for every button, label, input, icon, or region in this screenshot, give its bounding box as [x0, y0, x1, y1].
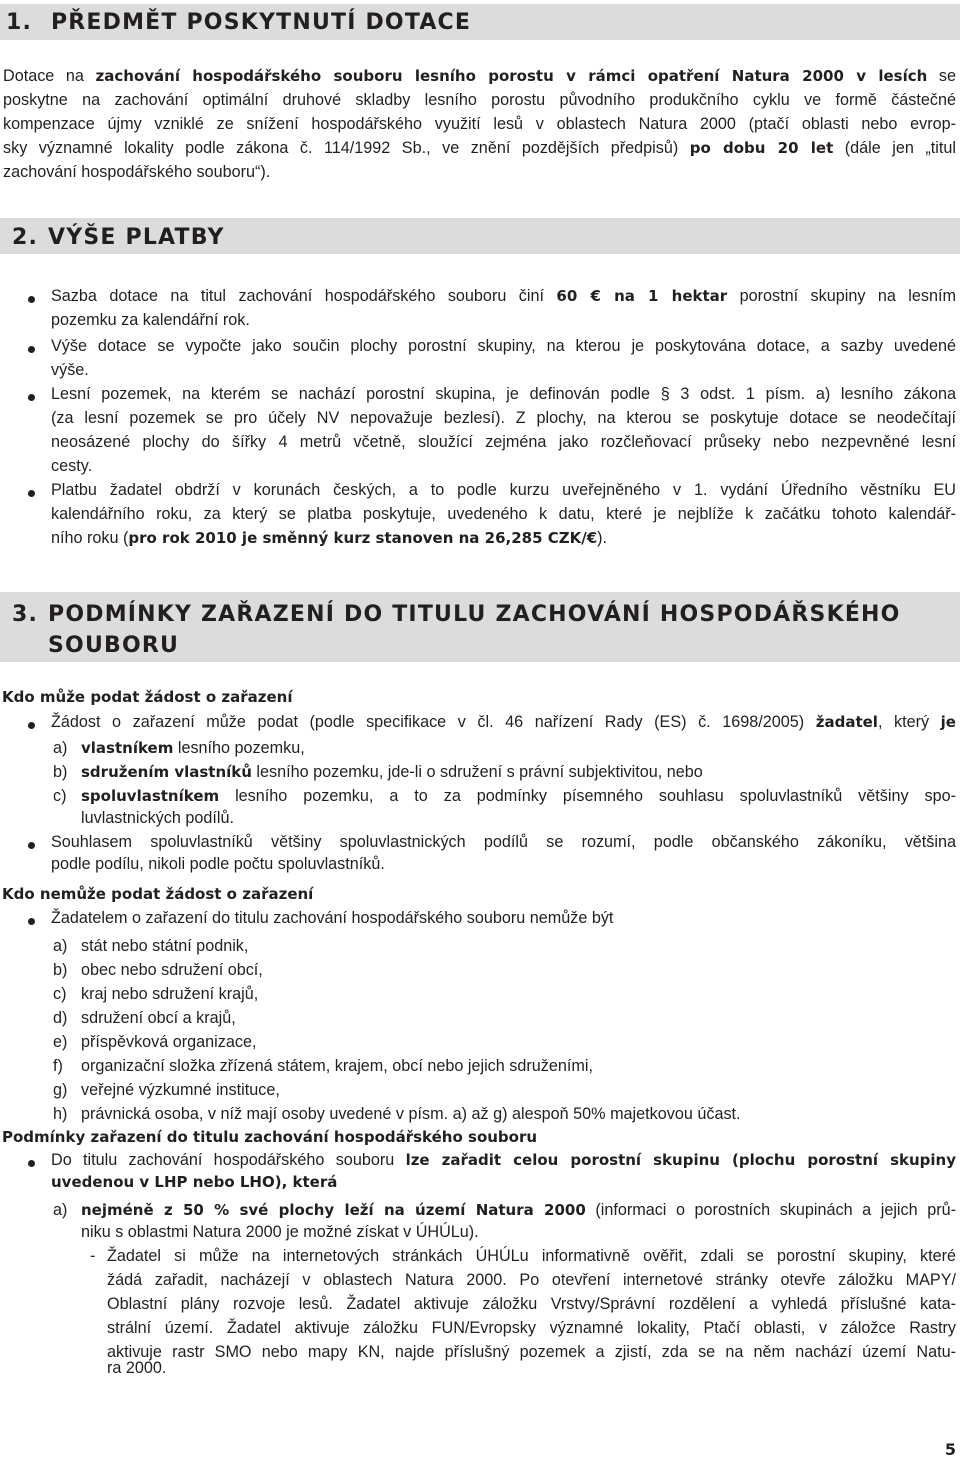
- list-item: obec nebo sdružení obcí,: [81, 961, 263, 979]
- bullet-icon: [28, 722, 35, 729]
- list-item: právnická osoba, v níž mají osoby uvedené v písm. a) až g) alespoň 50% majetkovou účast.: [81, 1105, 741, 1123]
- list-item: Výše dotace se vypočte jako součin plochy porostní skupiny, na kterou je poskytována dotace, a sazby uvedené: [51, 337, 956, 355]
- list-item: spoluvlastníkem lesního pozemku, a to za podmínky písemného souhlasu spoluvlastníků většiny spo-: [81, 787, 956, 805]
- list-label: c): [53, 787, 67, 805]
- list-item: Lesní pozemek, na kterém se nachází porostní skupina, je definován podle § 3 odst. 1 písm. a) lesního zákona: [51, 385, 956, 403]
- section-title: VÝŠE PLATBY: [48, 225, 225, 250]
- list-item-continued: cesty.: [51, 457, 93, 475]
- paragraph-line: kompenzace újmy vzniklé ze snížení hospodářského využití lesů v oblastech Natura 2000 (ptačí oblasti nebo evrop-: [3, 115, 956, 133]
- list-item: sdružení obcí a krajů,: [81, 1009, 236, 1027]
- bullet-icon: [28, 842, 35, 849]
- section-title: PŘEDMĚT POSKYTNUTÍ DOTACE: [50, 10, 472, 35]
- list-item-continued: (za lesní pozemek se pro účely NV nepovažuje bezlesí). Z plochy, na kterou se poskytuje dotace se neodečítají: [51, 409, 956, 427]
- bullet-icon: [28, 346, 35, 353]
- list-label: d): [53, 1009, 68, 1027]
- subheading: Kdo nemůže podat žádost o zařazení: [2, 885, 314, 903]
- list-item-continued: ra 2000.: [107, 1359, 167, 1377]
- subheading: Kdo může podat žádost o zařazení: [2, 688, 293, 706]
- bullet-icon: [28, 296, 35, 303]
- list-item-continued: niku s oblastmi Natura 2000 je možné získat v ÚHÚLu).: [81, 1223, 479, 1241]
- paragraph-line: Dotace na zachování hospodářského souboru lesního porostu v rámci opatření Natura 2000 v lesích se: [3, 67, 956, 85]
- list-item-continued: kalendářního roku, za který se platba poskytuje, uvedeného k datu, které je nejblíže k začátku tohoto kalendář-: [51, 505, 956, 523]
- list-label: a): [53, 937, 68, 955]
- list-label: a): [53, 739, 68, 757]
- list-label: e): [53, 1033, 68, 1051]
- section-1-heading: [0, 4, 960, 40]
- list-item-continued: podle podílu, nikoli podle počtu spoluvlastníků.: [51, 855, 385, 873]
- list-item-continued: ního roku (pro rok 2010 je směnný kurz stanoven na 26,285 CZK/€).: [51, 529, 608, 547]
- list-label: b): [53, 763, 68, 781]
- list-label: b): [53, 961, 68, 979]
- list-item: Žádost o zařazení může podat (podle specifikace v čl. 46 nařízení Rady (ES) č. 1698/2005) žadatel, který je: [51, 713, 956, 731]
- section-number: 3.: [12, 602, 39, 627]
- bullet-icon: [28, 1160, 35, 1167]
- paragraph-line: sky významné lokality podle zákona č. 114/1992 Sb., ve znění pozdějších předpisů) po dobu 20 let (dále jen „titul: [3, 139, 956, 157]
- list-item: stát nebo státní podnik,: [81, 937, 249, 955]
- list-item: veřejné výzkumné instituce,: [81, 1081, 280, 1099]
- list-item: nejméně z 50 % své plochy leží na území Natura 2000 (informaci o porostních skupinách a jejich prů-: [81, 1201, 956, 1219]
- dash-marker: -: [90, 1247, 96, 1265]
- list-item: Souhlasem spoluvlastníků většiny spoluvlastnických podílů se rozumí, podle občanského zákoníku, většina: [51, 833, 956, 851]
- bullet-icon: [28, 918, 35, 925]
- list-label: a): [53, 1201, 68, 1219]
- list-item-continued: uvedenou v LHP nebo LHO), která: [51, 1173, 338, 1191]
- section-2-heading: [0, 218, 960, 254]
- section-3-heading: [0, 592, 960, 662]
- list-item: organizační složka zřízená státem, krajem, obcí nebo jejich sdruženími,: [81, 1057, 593, 1075]
- list-label: f): [53, 1057, 63, 1075]
- section-title-continued: SOUBORU: [48, 633, 180, 658]
- list-item-continued: Oblastní plány rozvoje lesů. Žadatel aktivuje záložku Vrstvy/Správní rozdělení a vyhledá příslušné kata-: [107, 1295, 956, 1313]
- list-item-continued: neosázené plochy do šířky 4 metrů včetně, sloužící zejména jako rozčleňovací průseky nebo nezpevněné lesní: [51, 433, 956, 451]
- section-title: PODMÍNKY ZAŘAZENÍ DO TITULU ZACHOVÁNÍ HOSPODÁŘSKÉHO: [48, 602, 901, 627]
- list-item: Do titulu zachování hospodářského souboru lze zařadit celou porostní skupinu (plochu porostní skupiny: [51, 1151, 956, 1169]
- list-item: vlastníkem lesního pozemku,: [81, 739, 305, 757]
- list-item: sdružením vlastníků lesního pozemku, jde-li o sdružení s právní subjektivitou, nebo: [81, 763, 703, 781]
- bullet-icon: [28, 394, 35, 401]
- list-item: Sazba dotace na titul zachování hospodářského souboru činí 60 € na 1 hektar porostní skupiny na lesním: [51, 287, 956, 305]
- list-item: kraj nebo sdružení krajů,: [81, 985, 259, 1003]
- paragraph-line: zachování hospodářského souboru“).: [3, 163, 271, 181]
- list-item: Platbu žadatel obdrží v korunách českých, a to podle kurzu uveřejněného v 1. vydání Úředního věstníku EU: [51, 481, 956, 499]
- list-label: h): [53, 1105, 68, 1123]
- bullet-icon: [28, 490, 35, 497]
- list-label: c): [53, 985, 67, 1003]
- page-number: 5: [944, 1440, 956, 1459]
- list-item: Žadatelem o zařazení do titulu zachování hospodářského souboru nemůže být: [51, 909, 614, 927]
- section-number: 1.: [6, 10, 33, 35]
- paragraph-line: poskytne na zachování optimální druhové skladby lesního porostu původního produkčního cyklu ve formě částečné: [3, 91, 956, 109]
- list-item: příspěvková organizace,: [81, 1033, 257, 1051]
- list-item-continued: výše.: [51, 361, 89, 379]
- list-item-continued: pozemku za kalendářní rok.: [51, 311, 250, 329]
- list-item: Žadatel si může na internetových stránkách ÚHÚLu informativně ověřit, zdali se porostní skupiny, které: [107, 1247, 956, 1265]
- section-number: 2.: [12, 225, 39, 250]
- list-item-continued: žádá zařadit, nacházejí v oblastech Natura 2000. Po otevření internetové stránky otevře záložku MAPY/: [107, 1271, 956, 1289]
- list-item-continued: strální území. Žadatel aktivuje záložku FUN/Evropsky významné lokality, Ptačí oblasti, v záložce Rastry: [107, 1319, 956, 1337]
- subheading: Podmínky zařazení do titulu zachování hospodářského souboru: [2, 1128, 538, 1146]
- list-label: g): [53, 1081, 68, 1099]
- list-item-continued: aktivuje rastr SMO nebo mapy KN, najde příslušný pozemek a zjistí, zda se na něm nachází území Natu-: [107, 1343, 956, 1361]
- list-item-continued: luvlastnických podílů.: [81, 809, 234, 827]
